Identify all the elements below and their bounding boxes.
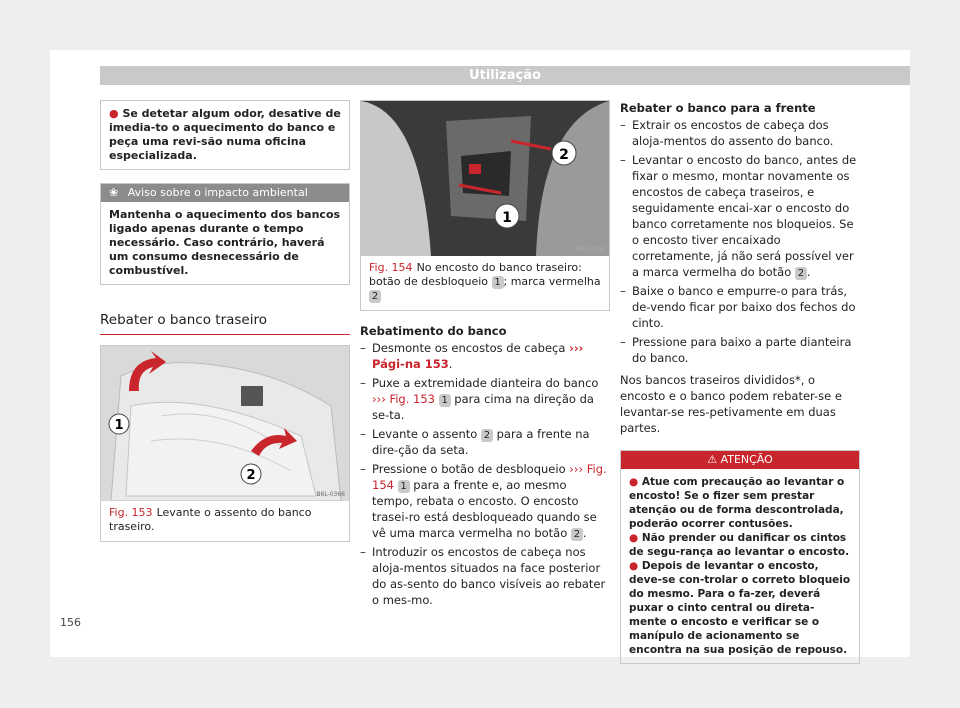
- step-text-end: .: [806, 265, 811, 279]
- marker-1-badge: 1: [398, 480, 410, 493]
- step-text-end: para cima na direção da se-ta.: [372, 392, 594, 422]
- step-text: Desmonte os encostos de cabeça: [372, 341, 570, 355]
- step-text: Levante o assento: [372, 427, 481, 441]
- attention-item-text: Depois de levantar o encosto, deve-se con-trolar o correto bloqueio do mesmo. Para o fa-zer, deverá puxar o cinto central ou direta-mente o encosto e verificar se o manípulo de acionamento se encontra na sua posição de repouso.: [629, 560, 851, 656]
- environment-note-title: Aviso sobre o impacto ambiental: [127, 186, 308, 199]
- figure-caption-text: Levante o assento do banco traseiro.: [109, 506, 312, 533]
- bullet-icon: ●: [629, 532, 639, 544]
- step-2: [360, 375, 610, 423]
- marker-1: 1: [114, 418, 124, 433]
- figure-label: Fig. 154: [369, 261, 413, 274]
- figure-caption-text-2: ; marca vermelha: [503, 275, 601, 288]
- step-text-end: para a frente na dire-ção da seta.: [372, 427, 590, 457]
- figure-link[interactable]: ››› Fig. 154: [372, 462, 607, 492]
- figure-154: [360, 100, 610, 311]
- marker-1-badge: 1: [492, 276, 504, 289]
- figure-caption: [361, 256, 609, 310]
- attention-box: [620, 450, 860, 664]
- attention-item: [629, 531, 851, 559]
- section-title: Rebater o banco traseiro: [100, 312, 350, 335]
- warning-text: Se detetar algum odor, desative de imedia-to o aquecimento do banco e peça uma revi-são numa oficina especializada.: [109, 107, 341, 162]
- environment-note-header: [101, 184, 349, 202]
- figure-label: Fig. 153: [109, 506, 153, 519]
- marker-2-badge: 2: [795, 267, 807, 280]
- marker-1-badge: 1: [439, 394, 451, 407]
- procedure-title: Rebatimento do banco: [360, 324, 507, 338]
- step-3: – Baixe o banco e empurre-o para trás, de-vendo ficar por baixo dos fechos do cinto.: [620, 283, 860, 331]
- step-1: [360, 340, 610, 372]
- step-text: Puxe a extremidade dianteira do banco: [372, 376, 599, 390]
- marker-2-badge: 2: [369, 290, 381, 303]
- marker-2-badge: 2: [571, 528, 583, 541]
- environment-note-text: Mantenha o aquecimento dos bancos ligado apenas durante o tempo necessário. Caso contrário, haverá um consumo desnecessário de combustível.: [109, 208, 341, 277]
- attention-item: [629, 559, 851, 657]
- manual-page: [50, 50, 910, 657]
- warning-continuation-box: [100, 100, 350, 170]
- bullet-icon: ●: [629, 476, 639, 488]
- attention-body: [621, 469, 859, 663]
- figure-code: B6L-0366: [316, 491, 345, 498]
- attention-item: [629, 475, 851, 531]
- procedure-rebatimento: [360, 323, 610, 608]
- marker-2-badge: 2: [481, 429, 493, 442]
- step-text-end: .: [582, 526, 587, 540]
- step-text-mid: para a frente e, ao mesmo tempo, rebata o encosto. O encosto trasei-ro está desbloqueado quando se vê uma marca vermelha no botão: [372, 478, 597, 540]
- figure-153: [100, 345, 350, 542]
- attention-title: ATENÇÃO: [720, 453, 773, 466]
- step-4: [360, 461, 610, 541]
- figure-caption: [101, 501, 349, 541]
- attention-header: [621, 451, 859, 469]
- page-link[interactable]: ››› Pági-na 153: [372, 341, 584, 371]
- environment-icon: ❀: [109, 186, 119, 199]
- step-4: – Pressione para baixo a parte dianteira do banco.: [620, 334, 860, 366]
- figure-caption-text: No encosto do banco traseiro: botão de desbloqueio: [369, 261, 582, 288]
- attention-item-text: Não prender ou danificar os cintos de segu-rança ao levantar o encosto.: [629, 532, 850, 558]
- column-right: [620, 100, 860, 664]
- bullet-icon: ●: [629, 560, 639, 572]
- backrest-button-illustration: [361, 101, 609, 256]
- figure-code: B5F-0369: [576, 246, 605, 253]
- bullet-icon: ●: [109, 107, 119, 120]
- marker-1: 1: [502, 210, 512, 226]
- procedure-title: Rebater o banco para a frente: [620, 101, 816, 115]
- marker-2: 2: [246, 468, 256, 483]
- marker-2: 2: [559, 147, 569, 163]
- column-left: [100, 100, 350, 542]
- warning-triangle-icon: ⚠: [707, 453, 718, 466]
- paragraph: Nos bancos traseiros divididos*, o encosto e o banco podem rebater-se e levantar-se res-petivamente em duas partes.: [620, 373, 842, 435]
- column-middle: [360, 100, 610, 611]
- step-text: Pressione o botão de desbloqueio: [372, 462, 570, 476]
- section-header: Utilização: [100, 66, 910, 85]
- page-number: 156: [60, 616, 81, 629]
- figure-link[interactable]: ››› Fig. 153: [372, 392, 435, 406]
- step-1: – Extrair os encostos de cabeça dos aloja-mentos do assento do banco.: [620, 117, 860, 149]
- step-text: Levantar o encosto do banco, antes de fixar o mesmo, montar novamente os encostos de cabeça traseiros, e seguidamente encai-xar o encosto do banco corretamente nos bloqueios. Se o encosto tiver encaixado corretamente, já não será possível ver a marca vermelha do botão: [632, 153, 857, 279]
- step-2: [620, 152, 860, 280]
- step-3: [360, 426, 610, 458]
- environment-note: [100, 183, 350, 285]
- attention-item-text: Atue com precaução ao levantar o encosto! Se o fizer sem prestar atenção ou de forma descontrolada, poderão ocorrer contusões.: [629, 476, 845, 530]
- seat-cushion-illustration: [101, 346, 349, 501]
- step-text-end: .: [448, 357, 453, 371]
- step-5: – Introduzir os encostos de cabeça nos aloja-mentos situados na face posterior do as-sento do banco visíveis ao rebater o mes-mo.: [360, 544, 610, 608]
